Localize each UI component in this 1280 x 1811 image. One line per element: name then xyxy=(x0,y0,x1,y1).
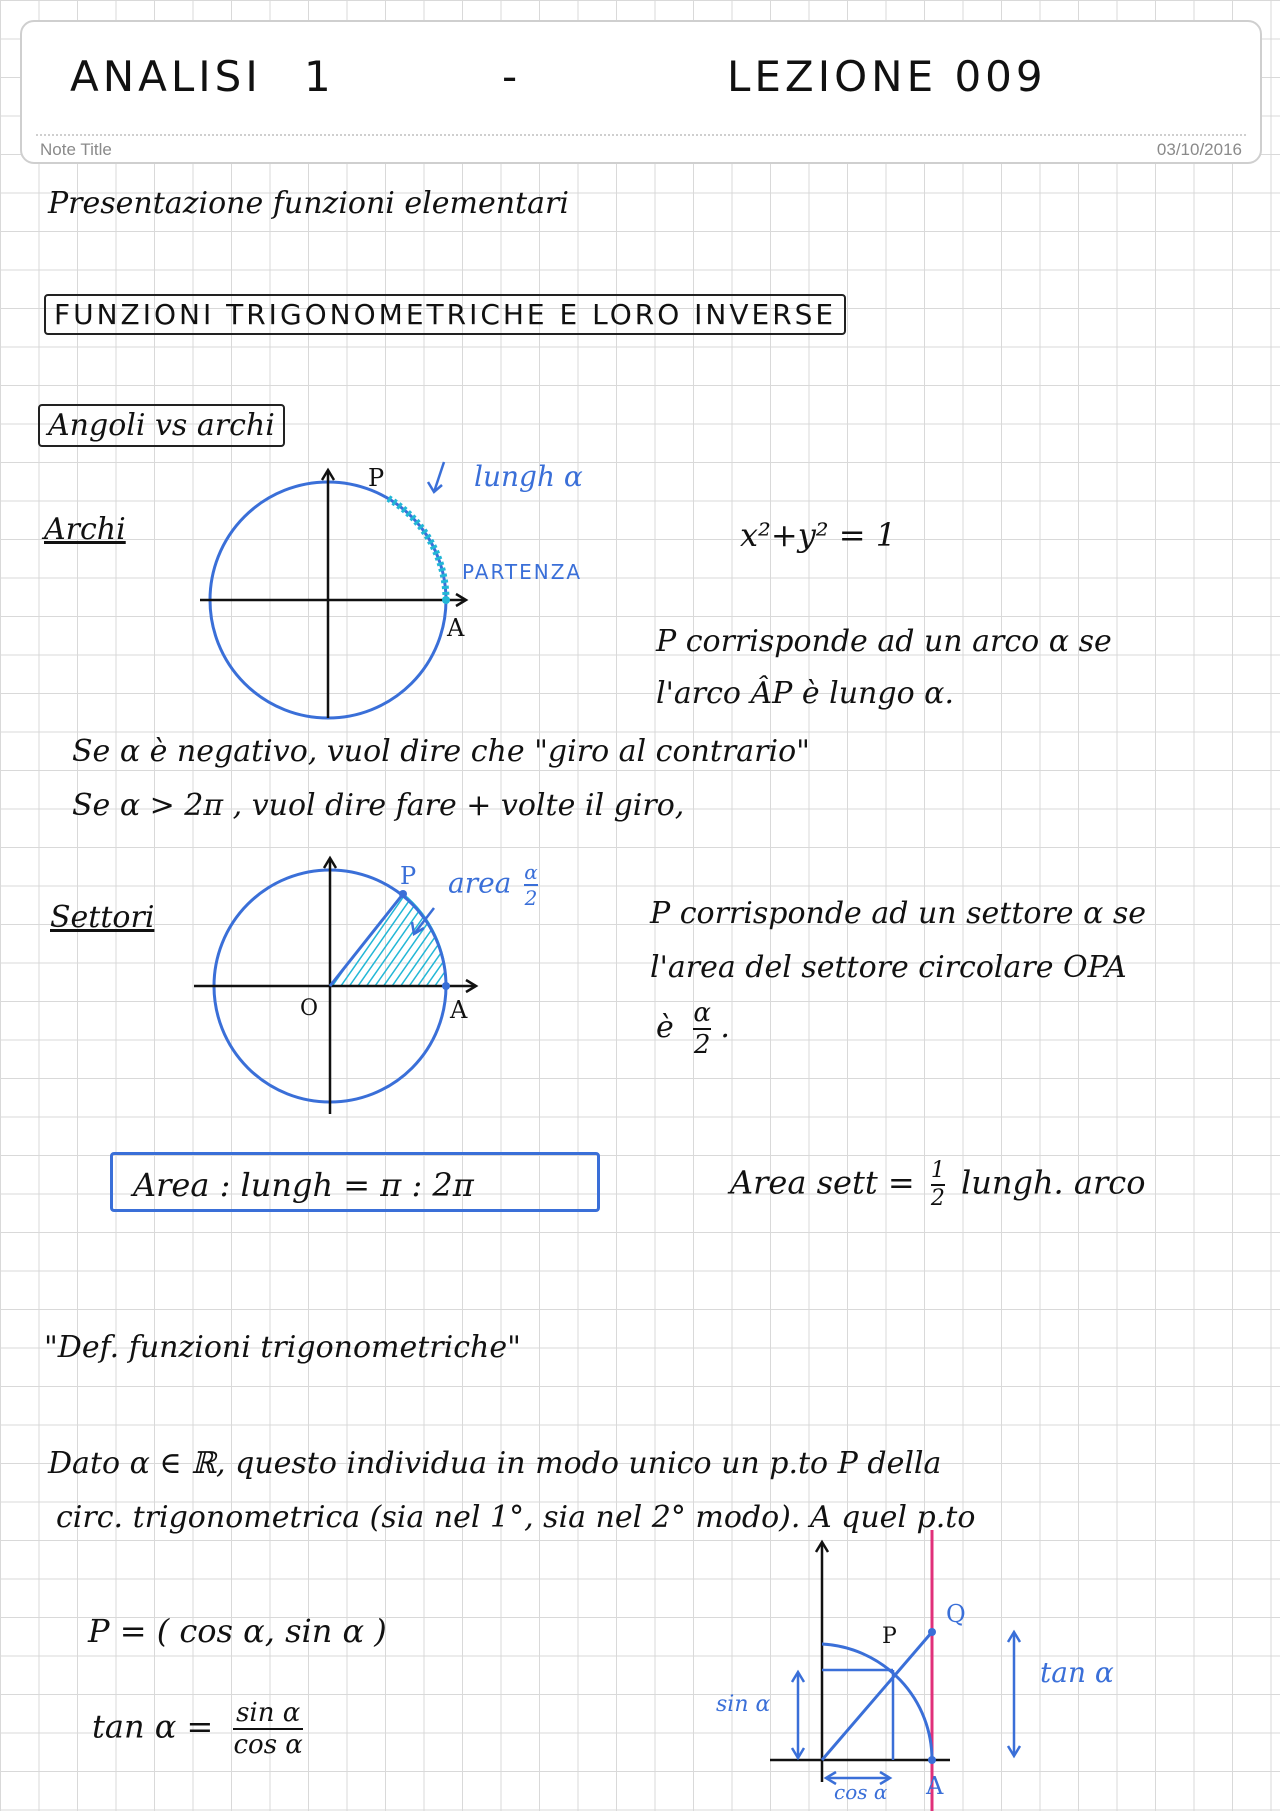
trig-point-a: A xyxy=(926,1772,944,1800)
arc-start-label: PARTENZA xyxy=(462,560,583,584)
section-title: FUNZIONI TRIGONOMETRICHE E LORO INVERSE xyxy=(44,294,846,335)
arc-desc-line-1: P corrisponde ad un arco α se xyxy=(656,624,1112,659)
intro-text: Presentazione funzioni elementari xyxy=(48,186,569,221)
sector-unit-circle-figure xyxy=(186,852,486,1120)
arc-unit-circle-figure xyxy=(190,462,480,722)
tangent-formula xyxy=(92,1700,303,1758)
sector-desc-line-1: P corrisponde ad un settore α se xyxy=(650,896,1147,931)
arc-length-label: lungh α xyxy=(474,460,583,493)
note-greater-alpha: Se α > 2π , vuol dire fare + volte il giro, xyxy=(72,788,685,823)
tangent-formula-left: tan α = xyxy=(92,1707,214,1746)
sector-desc-line-2: l'area del settore circolare OPA xyxy=(650,950,1127,985)
area-relation-num: 1 xyxy=(930,1158,945,1183)
sector-area-fraction xyxy=(524,862,538,908)
sector-area-word: area xyxy=(448,866,512,900)
definition-line-2: circ. trigonometrica (sia nel 1°, sia nel 2° modo). A quel p.to xyxy=(56,1500,976,1535)
sector-area-label xyxy=(448,862,538,908)
sector-point-a: A xyxy=(450,996,468,1024)
sector-desc-fraction xyxy=(693,1000,711,1058)
course-title: ANALISI xyxy=(70,52,262,101)
sector-origin-o: O xyxy=(300,996,319,1021)
tangent-den: cos α xyxy=(233,1730,303,1760)
note-title-label: Note Title xyxy=(40,140,112,159)
sector-frac-den: 2 xyxy=(524,886,538,910)
sector-frac-num: α xyxy=(524,860,538,884)
trig-tan-label: tan α xyxy=(1040,1656,1114,1689)
arc-desc-line-2: l'arco ÂP è lungo α. xyxy=(656,676,954,711)
note-header xyxy=(20,20,1262,164)
subsection-title: Angoli vs archi xyxy=(38,404,285,447)
sector-desc-suffix: . xyxy=(720,1010,730,1045)
trig-functions-figure xyxy=(700,1520,1280,1811)
trig-sin-label: sin α xyxy=(716,1692,771,1717)
definition-line-1: Dato α ∈ ℝ, questo individua in modo unico un p.to P della xyxy=(48,1446,942,1481)
circle-equation: x²+y² = 1 xyxy=(740,516,897,554)
area-relation-den: 2 xyxy=(930,1186,945,1211)
area-relation-left: Area sett = xyxy=(730,1163,915,1202)
trig-cos-label: cos α xyxy=(834,1780,888,1804)
sector-desc-frac-num: α xyxy=(693,998,711,1028)
tangent-fraction xyxy=(233,1700,302,1758)
trig-point-q: Q xyxy=(946,1600,966,1628)
header-dash: - xyxy=(502,52,522,101)
sector-desc-prefix: è xyxy=(656,1010,674,1045)
header-divider xyxy=(36,134,1246,136)
course-number: 1 xyxy=(304,52,335,101)
tangent-num: sin α xyxy=(236,1698,301,1728)
sector-desc-line-3 xyxy=(656,1000,730,1058)
proportion-box: Area : lungh = π : 2π xyxy=(110,1152,600,1212)
arc-point-p: P xyxy=(368,464,385,492)
settori-label: Settori xyxy=(50,900,155,935)
area-relation-right: lungh. arco xyxy=(961,1163,1146,1202)
definition-title: "Def. funzioni trigonometriche" xyxy=(44,1330,521,1365)
note-negative-alpha: Se α è negativo, vuol dire che "giro al contrario" xyxy=(72,734,810,769)
sector-desc-frac-den: 2 xyxy=(693,1030,711,1060)
arc-point-a: A xyxy=(447,614,465,642)
point-definition-formula: P = ( cos α, sin α ) xyxy=(88,1612,387,1650)
trig-point-p: P xyxy=(882,1624,897,1649)
lesson-title: LEZIONE 009 xyxy=(727,52,1047,101)
note-date: 03/10/2016 xyxy=(1156,140,1242,159)
archi-label: Archi xyxy=(44,512,126,547)
area-relation-fraction xyxy=(931,1160,945,1210)
sector-point-p: P xyxy=(400,862,417,890)
area-relation xyxy=(730,1160,1145,1210)
